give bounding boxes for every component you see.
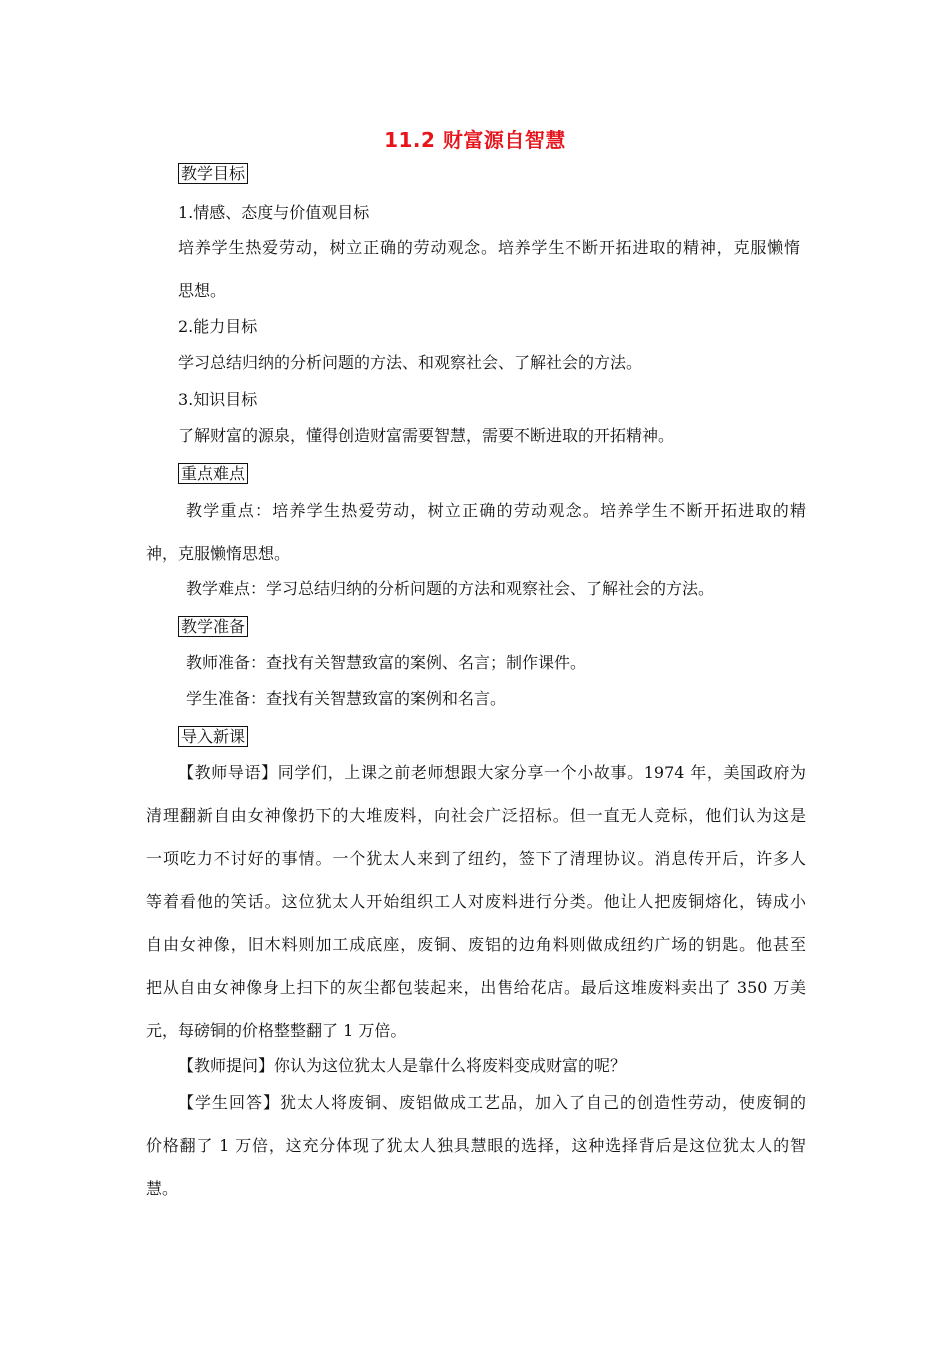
goal1-heading: 1.情感、态度与价值观目标 [178,203,370,222]
answer-line: 价格翻了 1 万倍，这充分体现了犹太人独具慧眼的选择，这种选择背后是这位犹太人的智 [146,1136,806,1155]
goal3-heading: 3.知识目标 [178,390,258,409]
story-line: 一项吃力不讨好的事情。一个犹太人来到了纽约，签下了清理协议。消息传开后，许多人 [146,849,806,868]
document-title: 11.2 财富源自智慧 [384,128,566,152]
goal1-line1: 培养学生热爱劳动，树立正确的劳动观念。培养学生不断开拓进取的精神，克服懒惰 [178,238,800,257]
story-line: 【教师导语】同学们，上课之前老师想跟大家分享一个小故事。1974 年，美国政府为 [178,763,806,782]
section-heading-goals [178,163,248,184]
section-heading-key [178,463,248,484]
intro-heading: 导入新课 [178,726,248,747]
goal2-heading: 2.能力目标 [178,317,258,336]
difficulty-line1: 教学难点：学习总结归纳的分析问题的方法和观察社会、了解社会的方法。 [186,579,715,598]
prep-teacher: 教师准备：查找有关智慧致富的案例、名言；制作课件。 [186,653,587,672]
goals-heading: 教学目标 [178,163,248,184]
section-heading-prep [178,616,248,637]
goal1-line2: 思想。 [178,281,227,300]
story-line: 元，每磅铜的价格整整翻了 1 万倍。 [146,1021,407,1040]
key-line1: 教学重点：培养学生热爱劳动，树立正确的劳动观念。培养学生不断开拓进取的精 [186,501,806,520]
teacher-question: 【教师提问】你认为这位犹太人是靠什么将废料变成财富的呢？ [178,1056,627,1075]
key-line2: 神，克服懒惰思想。 [146,544,291,563]
story-line: 自由女神像，旧木料则加工成底座，废铜、废铝的边角料则做成纽约广场的钥匙。他甚至 [146,935,806,954]
goal3-line1: 了解财富的源泉，懂得创造财富需要智慧，需要不断进取的开拓精神。 [178,426,675,445]
prep-heading: 教学准备 [178,616,248,637]
answer-line: 慧。 [146,1179,179,1198]
story-line: 清理翻新自由女神像扔下的大堆废料，向社会广泛招标。但一直无人竞标，他们认为这是 [146,806,806,825]
prep-student: 学生准备：查找有关智慧致富的案例和名言。 [186,689,507,708]
key-heading: 重点难点 [178,463,248,484]
story-line: 把从自由女神像身上扫下的灰尘都包装起来，出售给花店。最后这堆废料卖出了 350 万美 [146,978,806,997]
answer-line: 【学生回答】犹太人将废铜、废铝做成工艺品，加入了自己的创造性劳动，使废铜的 [178,1093,806,1112]
section-heading-intro [178,726,248,747]
goal2-line1: 学习总结归纳的分析问题的方法、和观察社会、了解社会的方法。 [178,353,643,372]
story-line: 等着看他的笑话。这位犹太人开始组织工人对废料进行分类。他让人把废铜熔化，铸成小 [146,892,806,911]
